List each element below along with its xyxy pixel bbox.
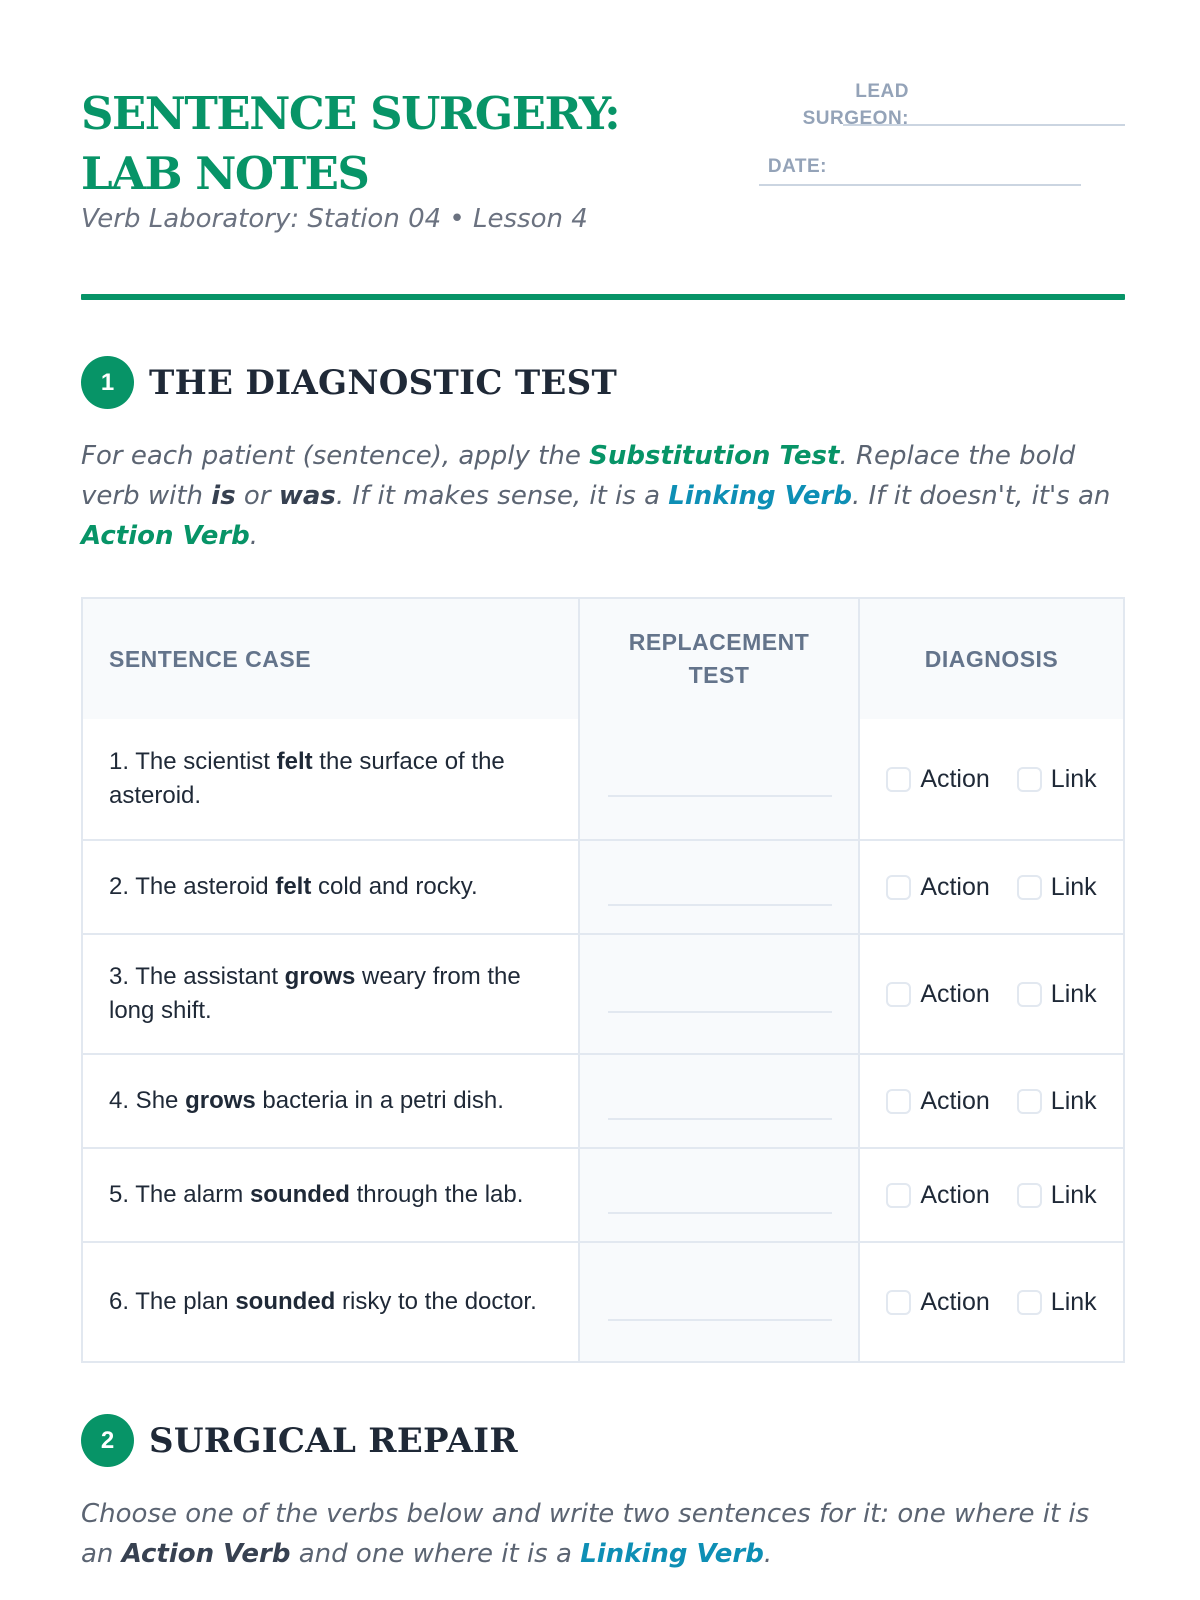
bold-verb: felt <box>275 873 312 900</box>
sentence-text <box>109 870 478 904</box>
checkbox-link[interactable] <box>1017 875 1042 900</box>
sentence-post: risky to the doctor. <box>335 1288 537 1315</box>
diagnosis-option-link[interactable] <box>1017 765 1097 794</box>
column-header-diagnosis: DIAGNOSIS <box>924 645 1059 672</box>
option-label: Link <box>1050 764 1097 793</box>
diagnosis-cell <box>860 1243 1123 1361</box>
diagnosis-option-link[interactable] <box>1017 1288 1097 1317</box>
sentence-post: bacteria in a petri dish. <box>255 1087 504 1114</box>
sentence-pre: 5. The alarm <box>109 1181 250 1208</box>
table-row <box>83 1147 1123 1241</box>
instr-text: . <box>249 521 259 551</box>
header-divider <box>81 294 1125 300</box>
diagnosis-option-link[interactable] <box>1017 1087 1097 1116</box>
page-subtitle: Verb Laboratory: Station 04 • Lesson 4 <box>81 204 588 234</box>
linking-verb-term: Linking Verb <box>668 481 852 511</box>
sentence-cell <box>83 1055 580 1147</box>
checkbox-action[interactable] <box>886 767 911 792</box>
substitution-test-term: Substitution Test <box>589 441 840 471</box>
table-row <box>83 933 1123 1053</box>
diagnosis-option-action[interactable] <box>886 1181 989 1210</box>
checkbox-action[interactable] <box>886 875 911 900</box>
sentence-text <box>109 1285 537 1319</box>
sentence-text <box>109 960 552 1028</box>
instr-text: and one where it is a <box>290 1539 581 1569</box>
sentence-post: weary from the long shift. <box>109 963 521 1024</box>
diagnosis-option-link[interactable] <box>1017 873 1097 902</box>
table-row <box>83 719 1123 839</box>
checkbox-action[interactable] <box>886 1290 911 1315</box>
section-2-instructions <box>81 1494 1125 1574</box>
sentence-pre: 4. She <box>109 1087 186 1114</box>
checkbox-action[interactable] <box>886 1089 911 1114</box>
diagnosis-cell <box>860 1055 1123 1147</box>
option-label: Action <box>920 1180 990 1209</box>
table-body <box>83 719 1123 1361</box>
option-label: Link <box>1050 979 1097 1008</box>
replacement-answer-line[interactable] <box>608 904 832 906</box>
section-1-number-badge: 1 <box>81 356 134 409</box>
instr-text: For each patient (sentence), apply the <box>81 441 590 471</box>
sentence-cell <box>83 1149 580 1241</box>
diagnosis-option-action[interactable] <box>886 873 989 902</box>
section-1-title: THE DIAGNOSTIC TEST <box>149 362 618 403</box>
checkbox-link[interactable] <box>1017 1089 1042 1114</box>
sentence-text <box>109 745 552 813</box>
sentence-text <box>109 1178 523 1212</box>
table-row <box>83 1053 1123 1147</box>
date-label: DATE: <box>767 156 827 177</box>
sentence-cell <box>83 841 580 933</box>
option-label: Link <box>1050 1180 1097 1209</box>
replacement-answer-line[interactable] <box>608 1011 832 1013</box>
column-header-sentence-case: SENTENCE CASE <box>83 599 580 719</box>
replacement-test-cell <box>580 719 860 839</box>
date-field[interactable] <box>759 184 1081 186</box>
sentence-pre: 1. The scientist <box>109 748 277 775</box>
option-label: Action <box>920 1287 990 1316</box>
diagnosis-cell <box>860 935 1123 1053</box>
bold-verb: grows <box>185 1087 256 1114</box>
instr-text: . Replace the bold verb with <box>81 441 1076 511</box>
worksheet-header <box>81 0 1125 300</box>
replacement-answer-line[interactable] <box>608 1212 832 1214</box>
bold-verb: felt <box>276 748 313 775</box>
replacement-test-cell <box>580 935 860 1053</box>
sentence-post: cold and rocky. <box>311 873 478 900</box>
section-1-heading <box>81 356 617 409</box>
checkbox-link[interactable] <box>1017 982 1042 1007</box>
worksheet-page <box>81 0 1125 1569</box>
replacement-test-cell <box>580 841 860 933</box>
action-verb-term: Action Verb <box>121 1539 291 1569</box>
section-1-instructions <box>81 436 1125 556</box>
lead-surgeon-label-line1: LEAD <box>855 81 909 102</box>
page-title: SENTENCE SURGERY: LAB NOTES <box>81 87 620 200</box>
bold-verb: sounded <box>249 1181 350 1208</box>
replacement-test-cell <box>580 1055 860 1147</box>
diagnosis-option-action[interactable] <box>886 765 989 794</box>
section-2-title: SURGICAL REPAIR <box>149 1420 518 1461</box>
was-word: was <box>278 481 336 511</box>
sentence-post: through the lab. <box>349 1181 524 1208</box>
bold-verb: sounded <box>235 1288 336 1315</box>
section-2-heading <box>81 1414 518 1467</box>
option-label: Link <box>1050 1287 1097 1316</box>
diagnosis-cell <box>860 719 1123 839</box>
checkbox-link[interactable] <box>1017 1183 1042 1208</box>
instr-text: or <box>235 481 279 511</box>
diagnosis-option-action[interactable] <box>886 1087 989 1116</box>
section-2-number-badge: 2 <box>81 1414 134 1467</box>
sentence-pre: 6. The plan <box>109 1288 236 1315</box>
table-row <box>83 1241 1123 1361</box>
diagnosis-option-action[interactable] <box>886 980 989 1009</box>
replacement-answer-line[interactable] <box>608 795 832 797</box>
linking-verb-term: Linking Verb <box>580 1539 764 1569</box>
checkbox-link[interactable] <box>1017 767 1042 792</box>
instr-text: . If it makes sense, it is a <box>335 481 669 511</box>
instr-text: . <box>763 1539 773 1569</box>
checkbox-link[interactable] <box>1017 1290 1042 1315</box>
option-label: Action <box>920 979 990 1008</box>
action-verb-term: Action Verb <box>81 521 250 551</box>
bold-verb: grows <box>284 963 356 990</box>
diagnosis-option-link[interactable] <box>1017 1181 1097 1210</box>
sentence-post: the surface of the asteroid. <box>109 748 505 809</box>
option-label: Action <box>920 872 990 901</box>
checkbox-action[interactable] <box>886 982 911 1007</box>
sentence-text <box>109 1084 504 1118</box>
replacement-test-cell <box>580 1149 860 1241</box>
is-word: is <box>211 481 236 511</box>
sentence-cell <box>83 719 580 839</box>
option-label: Link <box>1050 872 1097 901</box>
diagnosis-option-action[interactable] <box>886 1288 989 1317</box>
checkbox-action[interactable] <box>886 1183 911 1208</box>
replacement-answer-line[interactable] <box>608 1319 832 1321</box>
option-label: Action <box>920 1086 990 1115</box>
sentence-cell <box>83 1243 580 1361</box>
lead-surgeon-label-line2: SURGEON: <box>802 108 909 129</box>
instr-text: . If it doesn't, it's an <box>851 481 1111 511</box>
option-label: Action <box>920 764 990 793</box>
table-row <box>83 839 1123 933</box>
option-label: Link <box>1050 1086 1097 1115</box>
sentence-pre: 3. The assistant <box>109 963 285 990</box>
diagnosis-option-link[interactable] <box>1017 980 1097 1009</box>
replacement-answer-line[interactable] <box>608 1118 832 1120</box>
table-header-row <box>83 599 1123 719</box>
replacement-test-cell <box>580 1243 860 1361</box>
sentence-pre: 2. The asteroid <box>109 873 276 900</box>
sentence-cell <box>83 935 580 1053</box>
column-header-replacement-test: REPLACEMENT TEST <box>580 599 860 719</box>
instr-text: Choose one of the verbs below and write two sentences for it: one where it is an <box>81 1499 1090 1569</box>
diagnostic-table <box>81 597 1125 1363</box>
lead-surgeon-field[interactable] <box>843 124 1125 126</box>
diagnosis-cell <box>860 841 1123 933</box>
diagnosis-cell <box>860 1149 1123 1241</box>
